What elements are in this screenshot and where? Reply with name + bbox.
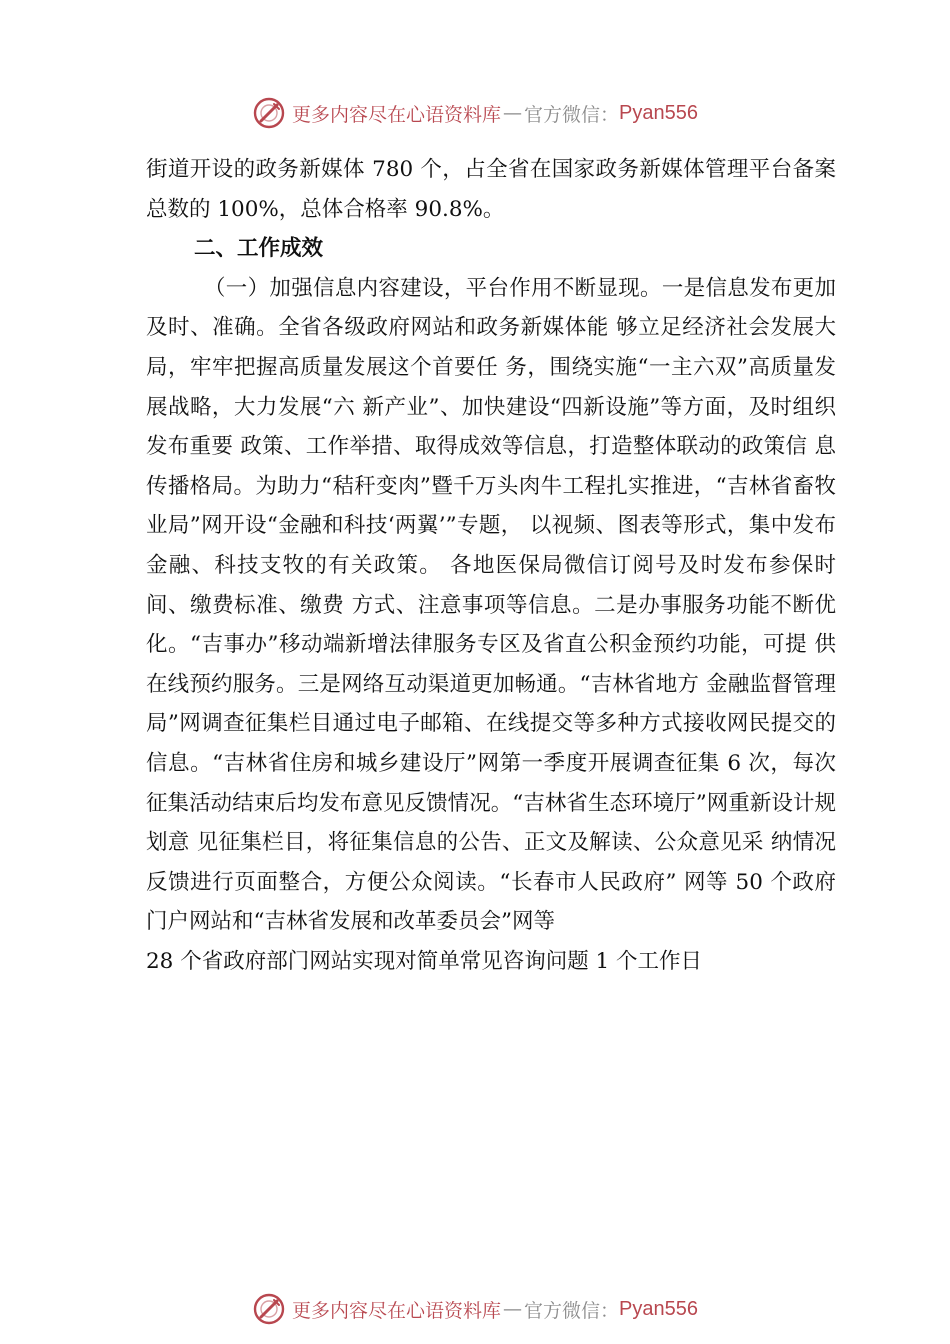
paragraph-work-results: （一）加强信息内容建设，平台作用不断显现。一是信息发布更加及时、准确。全省各级政府网站和政务新媒体能 够立足经济社会发展大局，牢牢把握高质量发展这个首要任 务，围绕实施“一主六双”高质量发展战略，大力发展“六 新产业”、加快建设“四新设施”等方面，及时组织发布重要 政策、工作举措、取得成效等信息，打造整体联动的政策信 息传播格局。为助力“秸秆变肉”暨千万头肉牛工程扎实推进，“吉林省畜牧业局”网开设“金融和科技‘两翼’”专题， 以视频、图表等形式，集中发布金融、科技支牧的有关政策。 各地医保局微信订阅号及时发布参保时间、缴费标准、缴费 方式、注意事项等信息。二是办事服务功能不断优化。“吉事办”移动端新增法律服务专区及省直公积金预约功能，可提 供在线预约服务。三是网络互动渠道更加畅通。“吉林省地方 金融监督管理局”网调查征集栏目通过电子邮箱、在线提交等多种方式接收网民提交的信息。“吉林省住房和城乡建设厅”网第一季度开展调查征集 6 次，每次征集活动结束后均发布意见反馈情况。“吉林省生态环境厅”网重新设计规划意 见征集栏目，将征集信息的公告、正文及解读、公众意见采 纳情况反馈进行页面整合，方便公众阅读。“长春市人民政府” 网等 50 个政府门户网站和“吉林省发展和改革委员会”网等 [146, 275, 836, 935]
banner-title: 更多内容尽在心语资料库 [292, 1299, 502, 1322]
banner-title: 更多内容尽在心语资料库 [292, 103, 502, 126]
header-banner [0, 96, 950, 130]
banner-separator: — [503, 1298, 523, 1320]
footer-banner [0, 1292, 950, 1326]
logo-seal-icon [252, 1292, 286, 1326]
logo-seal-icon [252, 96, 286, 130]
banner-account: Pyan556 [619, 1297, 698, 1320]
banner-wechat-label: 官方微信： [524, 103, 620, 126]
banner-account: Pyan556 [619, 101, 698, 124]
banner-wechat-label: 官方微信： [524, 1299, 620, 1322]
paragraph-continuation: 街道开设的政务新媒体 780 个，占全省在国家政务新媒体管理平台备案总数的 100%，总体合格率 90.8%。 [146, 157, 836, 222]
section-heading: 二、工作成效 [194, 236, 324, 262]
banner-separator: — [503, 102, 523, 124]
document-body [146, 150, 836, 981]
paragraph-trailing: 28 个省政府部门网站实现对简单常见咨询问题 1 个工作日 [146, 948, 703, 974]
